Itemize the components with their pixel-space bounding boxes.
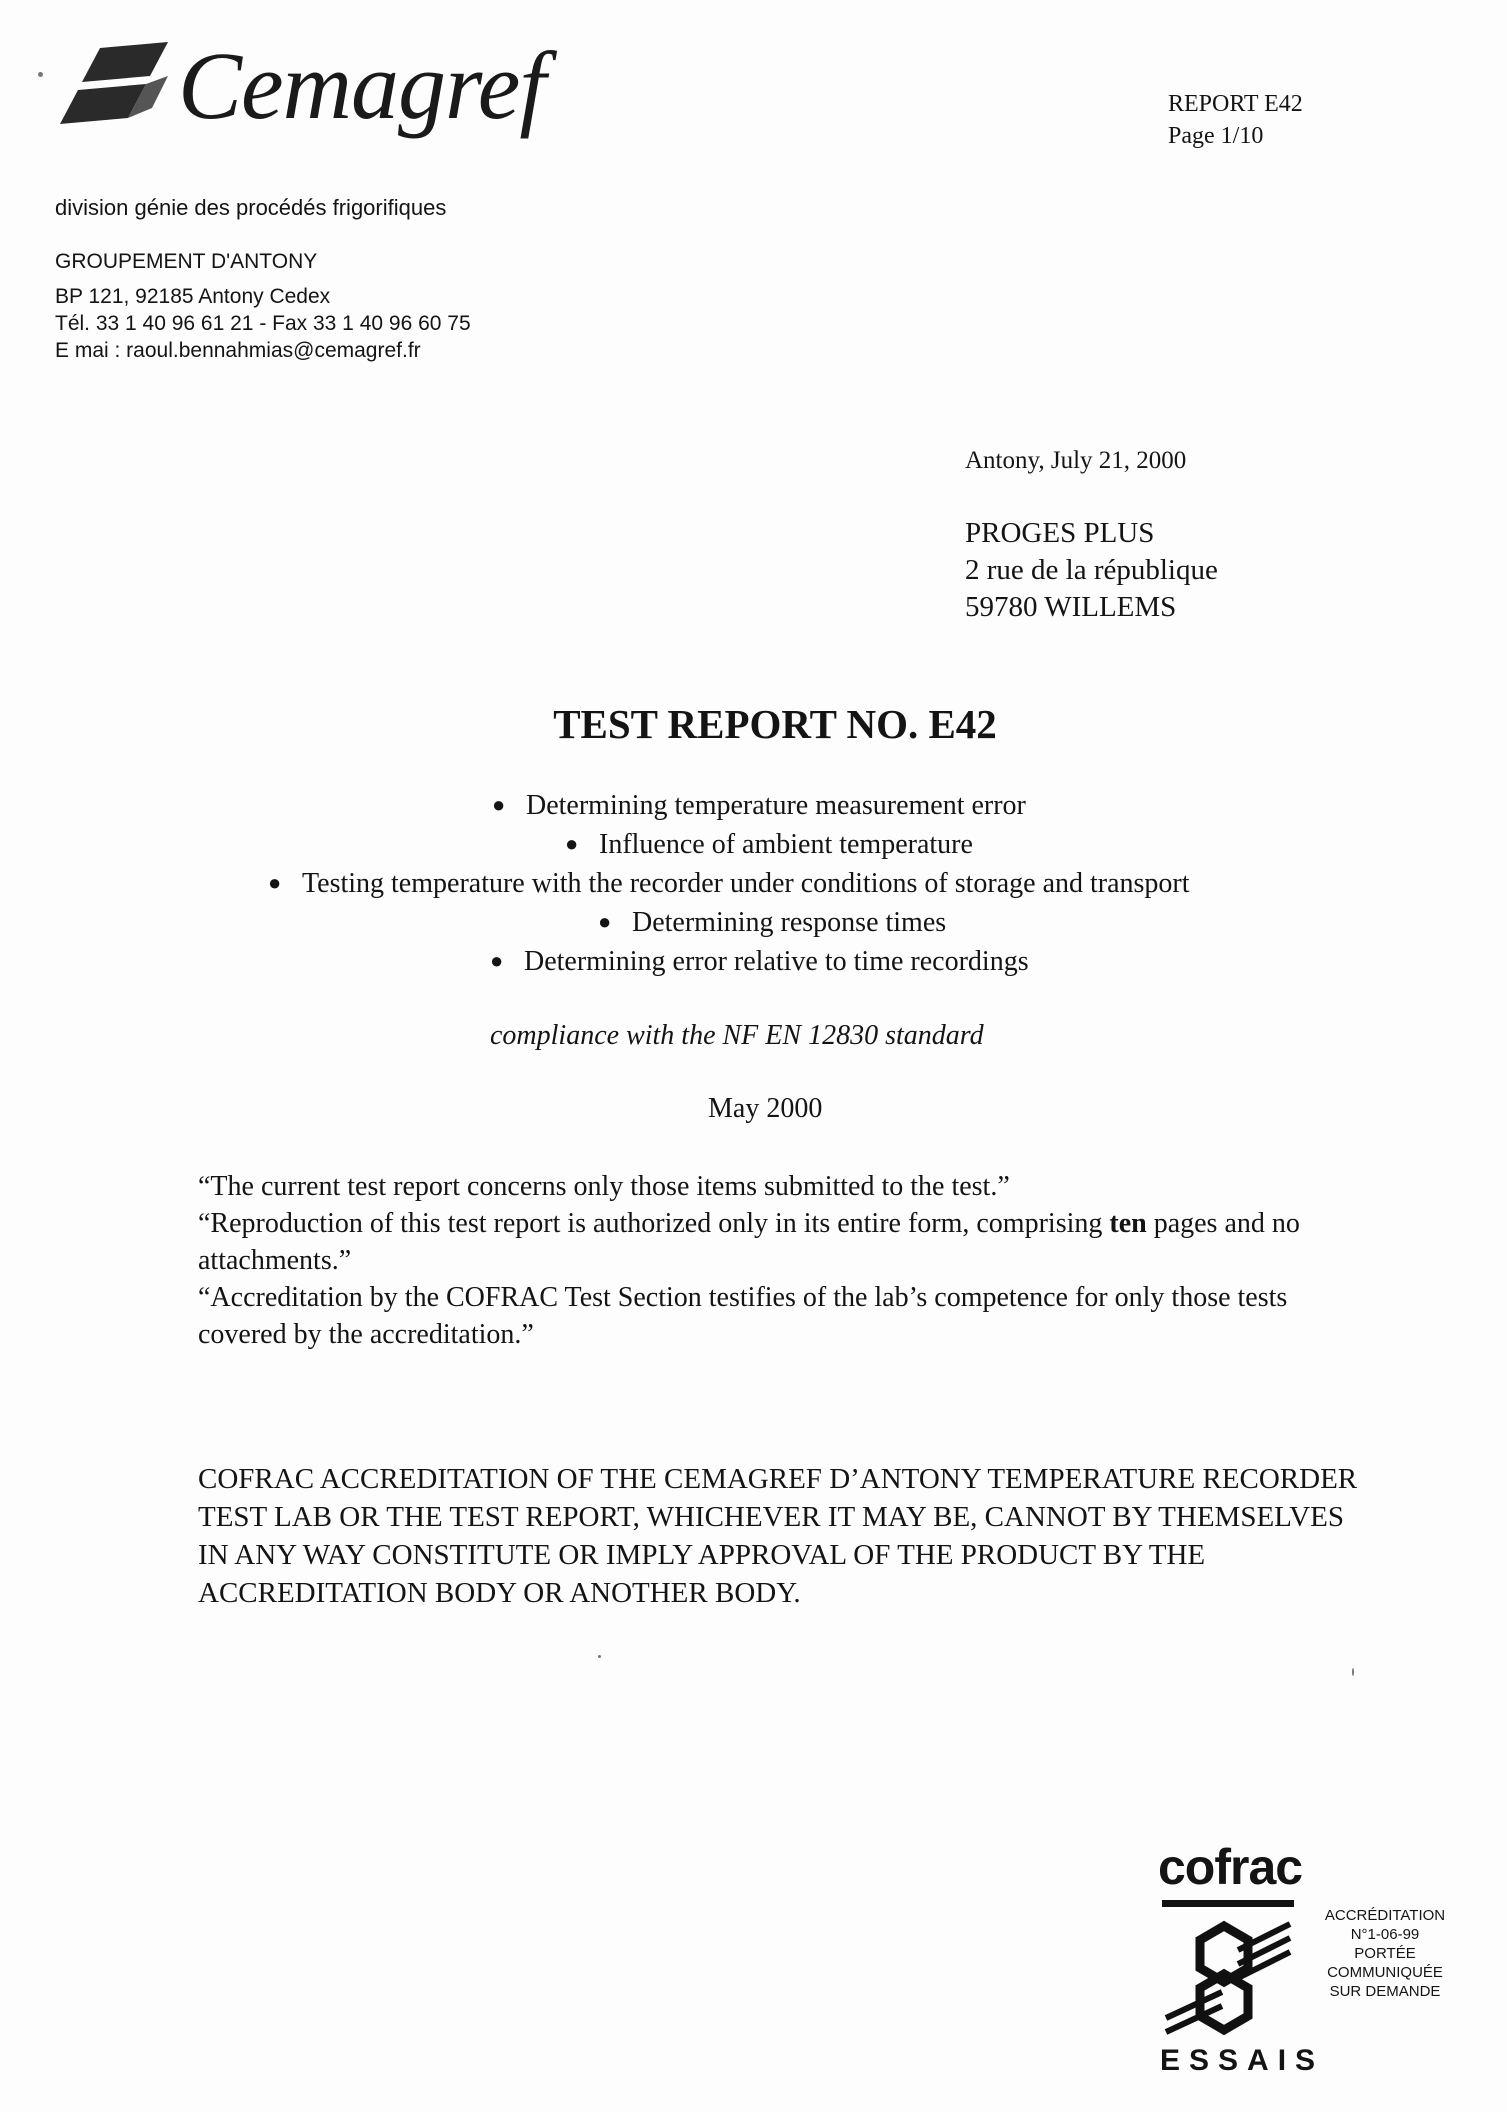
document-date: May 2000: [708, 1093, 823, 1124]
scan-speck: [38, 72, 43, 77]
accreditation-line: N°1-06-99: [1350, 1926, 1420, 1943]
bullet-icon: ●: [565, 831, 579, 856]
scan-speck: [598, 1655, 601, 1658]
recipient-line: 2 rue de la république: [965, 554, 1218, 586]
bullet-icon: ●: [490, 948, 504, 973]
compliance-statement: compliance with the NF EN 12830 standard: [490, 1020, 984, 1051]
note-line: “Reproduction of this test report is authorized only in its entire form, comprising ten pages and no attachments.”: [198, 1208, 1300, 1276]
note-line: “Accreditation by the COFRAC Test Section testifies of the lab’s competence for only those tests covered by the accreditation.”: [198, 1282, 1288, 1350]
bullet-icon: ●: [598, 909, 612, 934]
bullet-item: ● Determining response times: [598, 907, 947, 938]
bullet-icon: ●: [492, 792, 506, 817]
bullet-item: ● Influence of ambient temperature: [565, 829, 973, 860]
accreditation-line: PORTÉE: [1354, 1945, 1416, 1962]
page-number: Page 1/10: [1168, 123, 1264, 149]
sender-address: [55, 248, 471, 364]
cemagref-logo-icon: [60, 38, 180, 138]
division-name: division génie des procédés frigorifiques: [55, 195, 447, 220]
accreditation-number: [1300, 1906, 1470, 2001]
recipient-address: [965, 515, 1218, 626]
phone-fax: Tél. 33 1 40 96 61 21 - Fax 33 1 40 96 60 75: [55, 312, 471, 335]
postal-address: BP 121, 92185 Antony Cedex: [55, 285, 331, 308]
accreditation-line: COMMUNIQUÉE: [1327, 1964, 1443, 1981]
accreditation-disclaimer: COFRAC ACCREDITATION OF THE CEMAGREF D’ANTONY TEMPERATURE RECORDER TEST LAB OR THE TEST REPORT, WHICHEVER IT MAY BE, CANNOT BY THEMSELVES IN ANY WAY CONSTITUTE OR IMPLY APPROVAL OF THE PRODUCT BY THE ACCREDITATION BODY OR ANOTHER BODY.: [198, 1463, 1358, 1609]
report-id: REPORT E42: [1168, 91, 1303, 117]
report-reference: [1168, 88, 1303, 152]
cofrac-logo-icon: [1162, 1900, 1294, 2050]
report-notes: [198, 1168, 1338, 1353]
note-line: “The current test report concerns only those items submitted to the test.”: [198, 1171, 1010, 1202]
cemagref-logo-text: Cemagref: [178, 32, 546, 139]
scan-speck: [1352, 1668, 1354, 1676]
recipient-line: PROGES PLUS: [965, 517, 1155, 549]
bullet-item: ● Testing temperature with the recorder under conditions of storage and transport: [268, 868, 1190, 899]
group-name: GROUPEMENT D'ANTONY: [55, 250, 318, 273]
letter-date: Antony, July 21, 2000: [965, 447, 1187, 474]
report-title: TEST REPORT NO. E42: [553, 701, 997, 747]
cofrac-section-label: ESSAIS: [1160, 2044, 1325, 2077]
email-address: E mai : raoul.bennahmias@cemagref.fr: [55, 339, 421, 362]
accreditation-line: SUR DEMANDE: [1329, 1983, 1441, 2000]
recipient-line: 59780 WILLEMS: [965, 591, 1177, 623]
accreditation-line: ACCRÉDITATION: [1324, 1907, 1446, 1924]
bullet-item: ● Determining temperature measurement error: [492, 790, 1026, 821]
bullet-item: ● Determining error relative to time recordings: [490, 946, 1029, 977]
bullet-icon: ●: [268, 870, 282, 895]
cofrac-logo-text: cofrac: [1158, 1839, 1303, 1895]
